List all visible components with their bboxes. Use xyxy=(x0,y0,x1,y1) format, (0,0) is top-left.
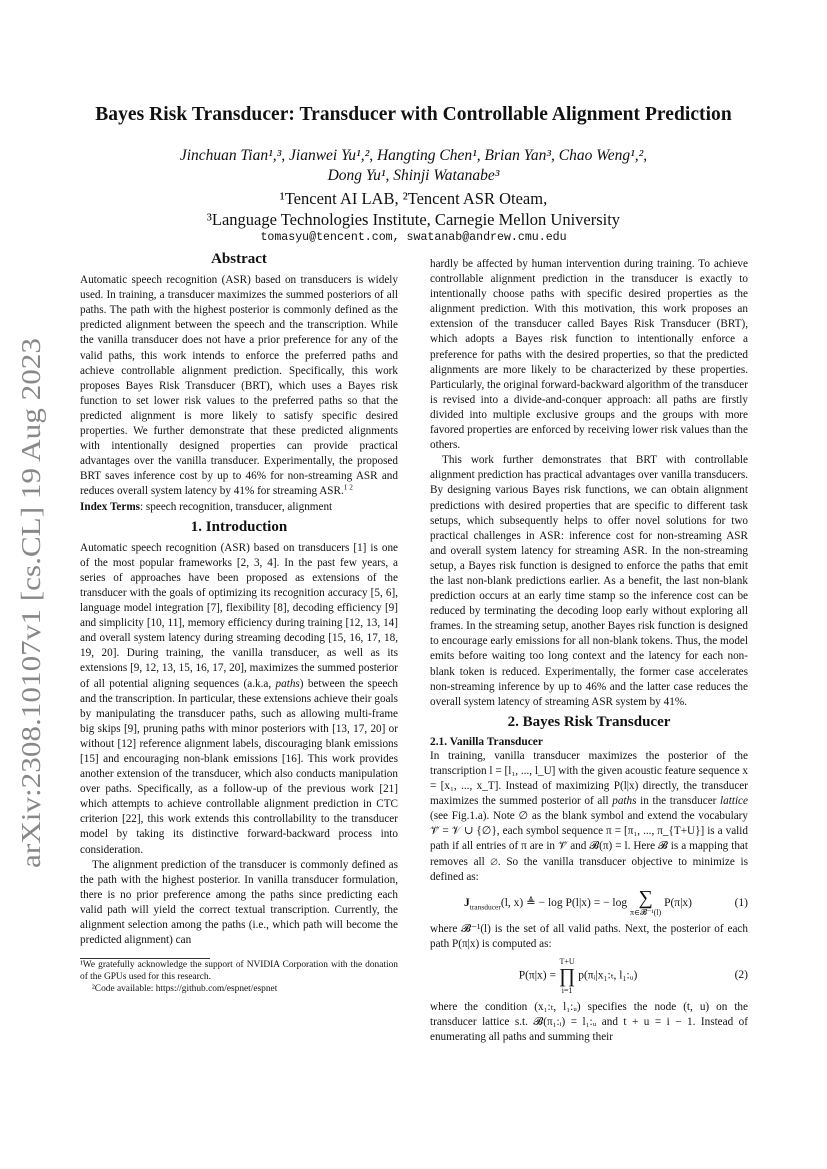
arxiv-id: arXiv:2308.10107v1 [cs.CL] 19 Aug 2023 xyxy=(16,409,46,868)
intro-paragraph-1 xyxy=(80,541,398,858)
eq1-sum-limit: π∈𝓑⁻¹(l) xyxy=(630,907,662,917)
eq1-lhs: J xyxy=(464,896,470,909)
index-terms-text: : speech recognition, transducer, alignment xyxy=(140,500,333,513)
footnote-2: ²Code available: https://github.com/espnet/espnet xyxy=(92,984,278,995)
eq2-upper-limit: T+U xyxy=(559,956,575,966)
eq2-lhs: P(π|x) = xyxy=(518,969,556,982)
right-paragraph-2: This work further demonstrates that BRT with controllable alignment prediction has practical advantages over vanilla transducers. By designing various Bayes risk functions, we can obtain alignment predictions with desired properties that are specific to different task setups, which subsequently helps to offer novel solutions for two practical challenges in ASR: inference cost for non-streaming ASR and overall system latency for streaming ASR. In the non-streaming setup, a Bayes risk function is designed to enforce the paths that emit the last non-blank predictions earlier. As a benefit, the last non-blank prediction occurs at an early time stamp so the inference cost can be reduced by terminating the decoding loop early without exploring all frames. In the streaming setup, another Bayes risk function is designed to encourage early emissions for all non-blank tokens. Thus, the model emits before waiting too long context and the latency for each non-blank token is reduced. Experimentally, the former case accelerates non-streaming inference by up to 46% and the latter case reduces the overall system latency of streaming ASR system by 41%. xyxy=(430,454,748,708)
authors-line-1: Jinchuan Tian¹,³, Jianwei Yu¹,², Hangting Chen¹, Brian Yan³, Chao Weng¹,², xyxy=(179,147,648,164)
intro-p1-rest: ) between the speech and the transcription. In particular, these extensions achieve their goals by manipulating the transducer paths, such as allowing multi-frame big skips [9], pruning paths with minor posteriors with [13, 17, 20] or without [12] reference alignment labels, discouraging blank emissions [15] and encouraging non-blank emissions [16]. This work provides another extension of the transducer, which also conducts manipulation over paths. Specifically, as a follow-up of the previous work [21] which attempts to achieve controllable alignment prediction in CTC criterion [22], this work extends this controllability to the transducer model by taking its distinctive forward-backward process into consideration. xyxy=(80,677,398,856)
section-heading-bayes-risk: 2. Bayes Risk Transducer xyxy=(507,713,671,730)
vanilla-text-b: (see Fig.1.a). Note ∅ as the blank symbol and extend the vocabulary 𝒱̂ = 𝒱 ∪ {∅}, each symbol sequence π = [π₁, ..., π_{T+U}] is a valid path if all entries of π are in 𝒱̂ and 𝓑(π) = l. Here 𝓑 is a mapping that removes all ∅. So the vanilla transducer objective to minimize is defined as: xyxy=(430,810,748,883)
paper-title: Bayes Risk Transducer: Transducer with Controllable Alignment Prediction xyxy=(95,104,732,125)
affiliations xyxy=(120,188,707,230)
vanilla-text-a: In training, vanilla transducer maximizes the posterior of the transcription l = [l₁, ..., l_U] with the given acoustic feature sequence x = [x₁, ..., x_T]. Instead of maximizing P(l|x) directly, the transducer maximizes the summed posterior of all xyxy=(430,749,748,808)
authors xyxy=(120,146,707,186)
eq1-sub: transducer xyxy=(469,902,501,912)
vanilla-paragraph-2: where 𝓑⁻¹(l) is the set of all valid paths. Next, the posterior of each path P(π|x) is computed as: xyxy=(430,922,748,950)
equation-2 xyxy=(430,956,748,996)
intro-p1-text: Automatic speech recognition (ASR) based on transducers [1] is one of the most popular frameworks [2, 3, 4]. In the past few years, a series of approaches have been proposed as extensions of the transducer with the goals of optimizing its recognition accuracy [5, 6], language model integration [7], flexibility [8], decoding efficiency [9] and simplicity [10, 11], memory efficiency during training [12, 13, 14] and overall system latency during streaming decoding [15, 16, 17, 18, 19, 20]. During training, the vanilla transducer, as well as its extensions [9, 12, 13, 15, 16, 17, 20], maximizes the summed posterior of all potential aligning sequences (a.k.a, xyxy=(80,541,398,690)
abstract-footnote-marks: 1 2 xyxy=(343,483,353,492)
eq1-rhs: P(π|x) xyxy=(664,896,692,909)
subsection-heading-vanilla: 2.1. Vanilla Transducer xyxy=(430,735,543,748)
intro-paragraph-2: The alignment prediction of the transducer is commonly defined as the path with the highest posterior. In vanilla transducer formulation, there is no prior preference among the paths since predicting each valid path will yield the correct textual transcription. Currently, the alignment selection among the paths (i.e., which path will become the predicted alignment) can xyxy=(80,858,398,947)
vanilla-paragraph-1 xyxy=(430,749,748,885)
affiliation-line-2: ³Language Technologies Institute, Carnegie Mellon University xyxy=(206,210,621,229)
emails: tomasyu@tencent.com, swatanab@andrew.cmu.edu xyxy=(260,231,567,244)
authors-line-2: Dong Yu¹, Shinji Watanabe³ xyxy=(327,167,500,184)
footnote-1: ¹We gratefully acknowledge the support of NVIDIA Corporation with the donation of the GPUs used for this research. xyxy=(80,960,398,983)
vanilla-paragraph-3: where the condition (x₁:ₜ, l₁:ᵤ) specifies the node (t, u) on the transducer lattice s.t. 𝓑(π₁:ᵢ) = l₁:ᵤ and t + u = i − 1. Instead of enumerating all paths and summing their xyxy=(430,1000,748,1044)
abstract-body: Automatic speech recognition (ASR) based on transducers is widely used. In training, a transducer maximizes the summed posteriors of all paths. The path with the highest posterior is commonly defined as the predicted alignment between the speech and the transcription. While the vanilla transducer does not have a prior preference for any of the valid paths, this work intends to enforce the preferred paths and achieve controllable alignment prediction. Specifically, this work proposes Bayes Risk Transducer (BRT), which uses a Bayes risk function to set lower risk values to the preferred paths so that the predicted alignment is more likely to satisfy specific desired properties. We further demonstrate that these predicted alignments with intentionally designed properties can provide practical advantages over the vanilla transducer. Experimentally, the proposed BRT saves inference cost by up to 46% for non-streaming ASR and reduces overall system latency by 41% for streaming ASR. xyxy=(80,274,398,498)
abstract-text xyxy=(80,273,398,499)
equation-2-number: (2) xyxy=(734,969,748,982)
right-column xyxy=(430,257,748,1045)
index-terms xyxy=(80,500,398,515)
eq2-product xyxy=(559,956,575,996)
equation-1-body xyxy=(430,886,726,918)
eq2-lower-limit: i=1 xyxy=(561,985,573,995)
eq1-sum xyxy=(630,886,662,918)
vanilla-paths: paths xyxy=(612,795,637,808)
arxiv-stamp xyxy=(8,335,52,870)
section-heading-introduction: 1. Introduction xyxy=(190,518,288,535)
product-symbol: ∏ xyxy=(558,964,576,987)
vanilla-in: in the transducer xyxy=(636,795,721,808)
equation-1 xyxy=(430,886,748,918)
eq2-rhs: p(πᵢ|x₁:ₜ, l₁:ᵤ) xyxy=(578,969,638,982)
index-terms-label: Index Terms xyxy=(80,500,140,513)
sum-symbol: ∑ xyxy=(638,886,653,909)
equation-1-number: (1) xyxy=(734,896,748,909)
vanilla-lattice: lattice xyxy=(720,795,748,808)
abstract-heading: Abstract xyxy=(211,251,267,267)
affiliation-line-1: ¹Tencent AI LAB, ²Tencent ASR Oteam, xyxy=(279,189,548,208)
right-paragraph-1: hardly be affected by human intervention during training. To achieve controllable alignment prediction in the transducer is exactly to intentionally choose paths with specific desired properties as the alignment prediction. With this motivation, this work proposes an extension of the transducer called Bayes Risk Transducer (BRT), which adopts a Bayes risk function to intentionally enforce a preference for paths with the desired properties, so that the predicted alignments are more likely to be characterized by these properties. Particularly, the original forward-backward algorithm of the transducer is revised into a divide-and-conquer approach: all paths are firstly divided into multiple exclusive groups and the groups with more favored properties are enforced by receiving lower risk values than the others. xyxy=(430,258,748,452)
eq1-args: (l, x) ≜ − log P(l|x) = − log xyxy=(500,896,628,909)
equation-2-body xyxy=(430,956,726,996)
intro-p1-paths: paths xyxy=(275,677,300,690)
left-column xyxy=(80,252,398,995)
